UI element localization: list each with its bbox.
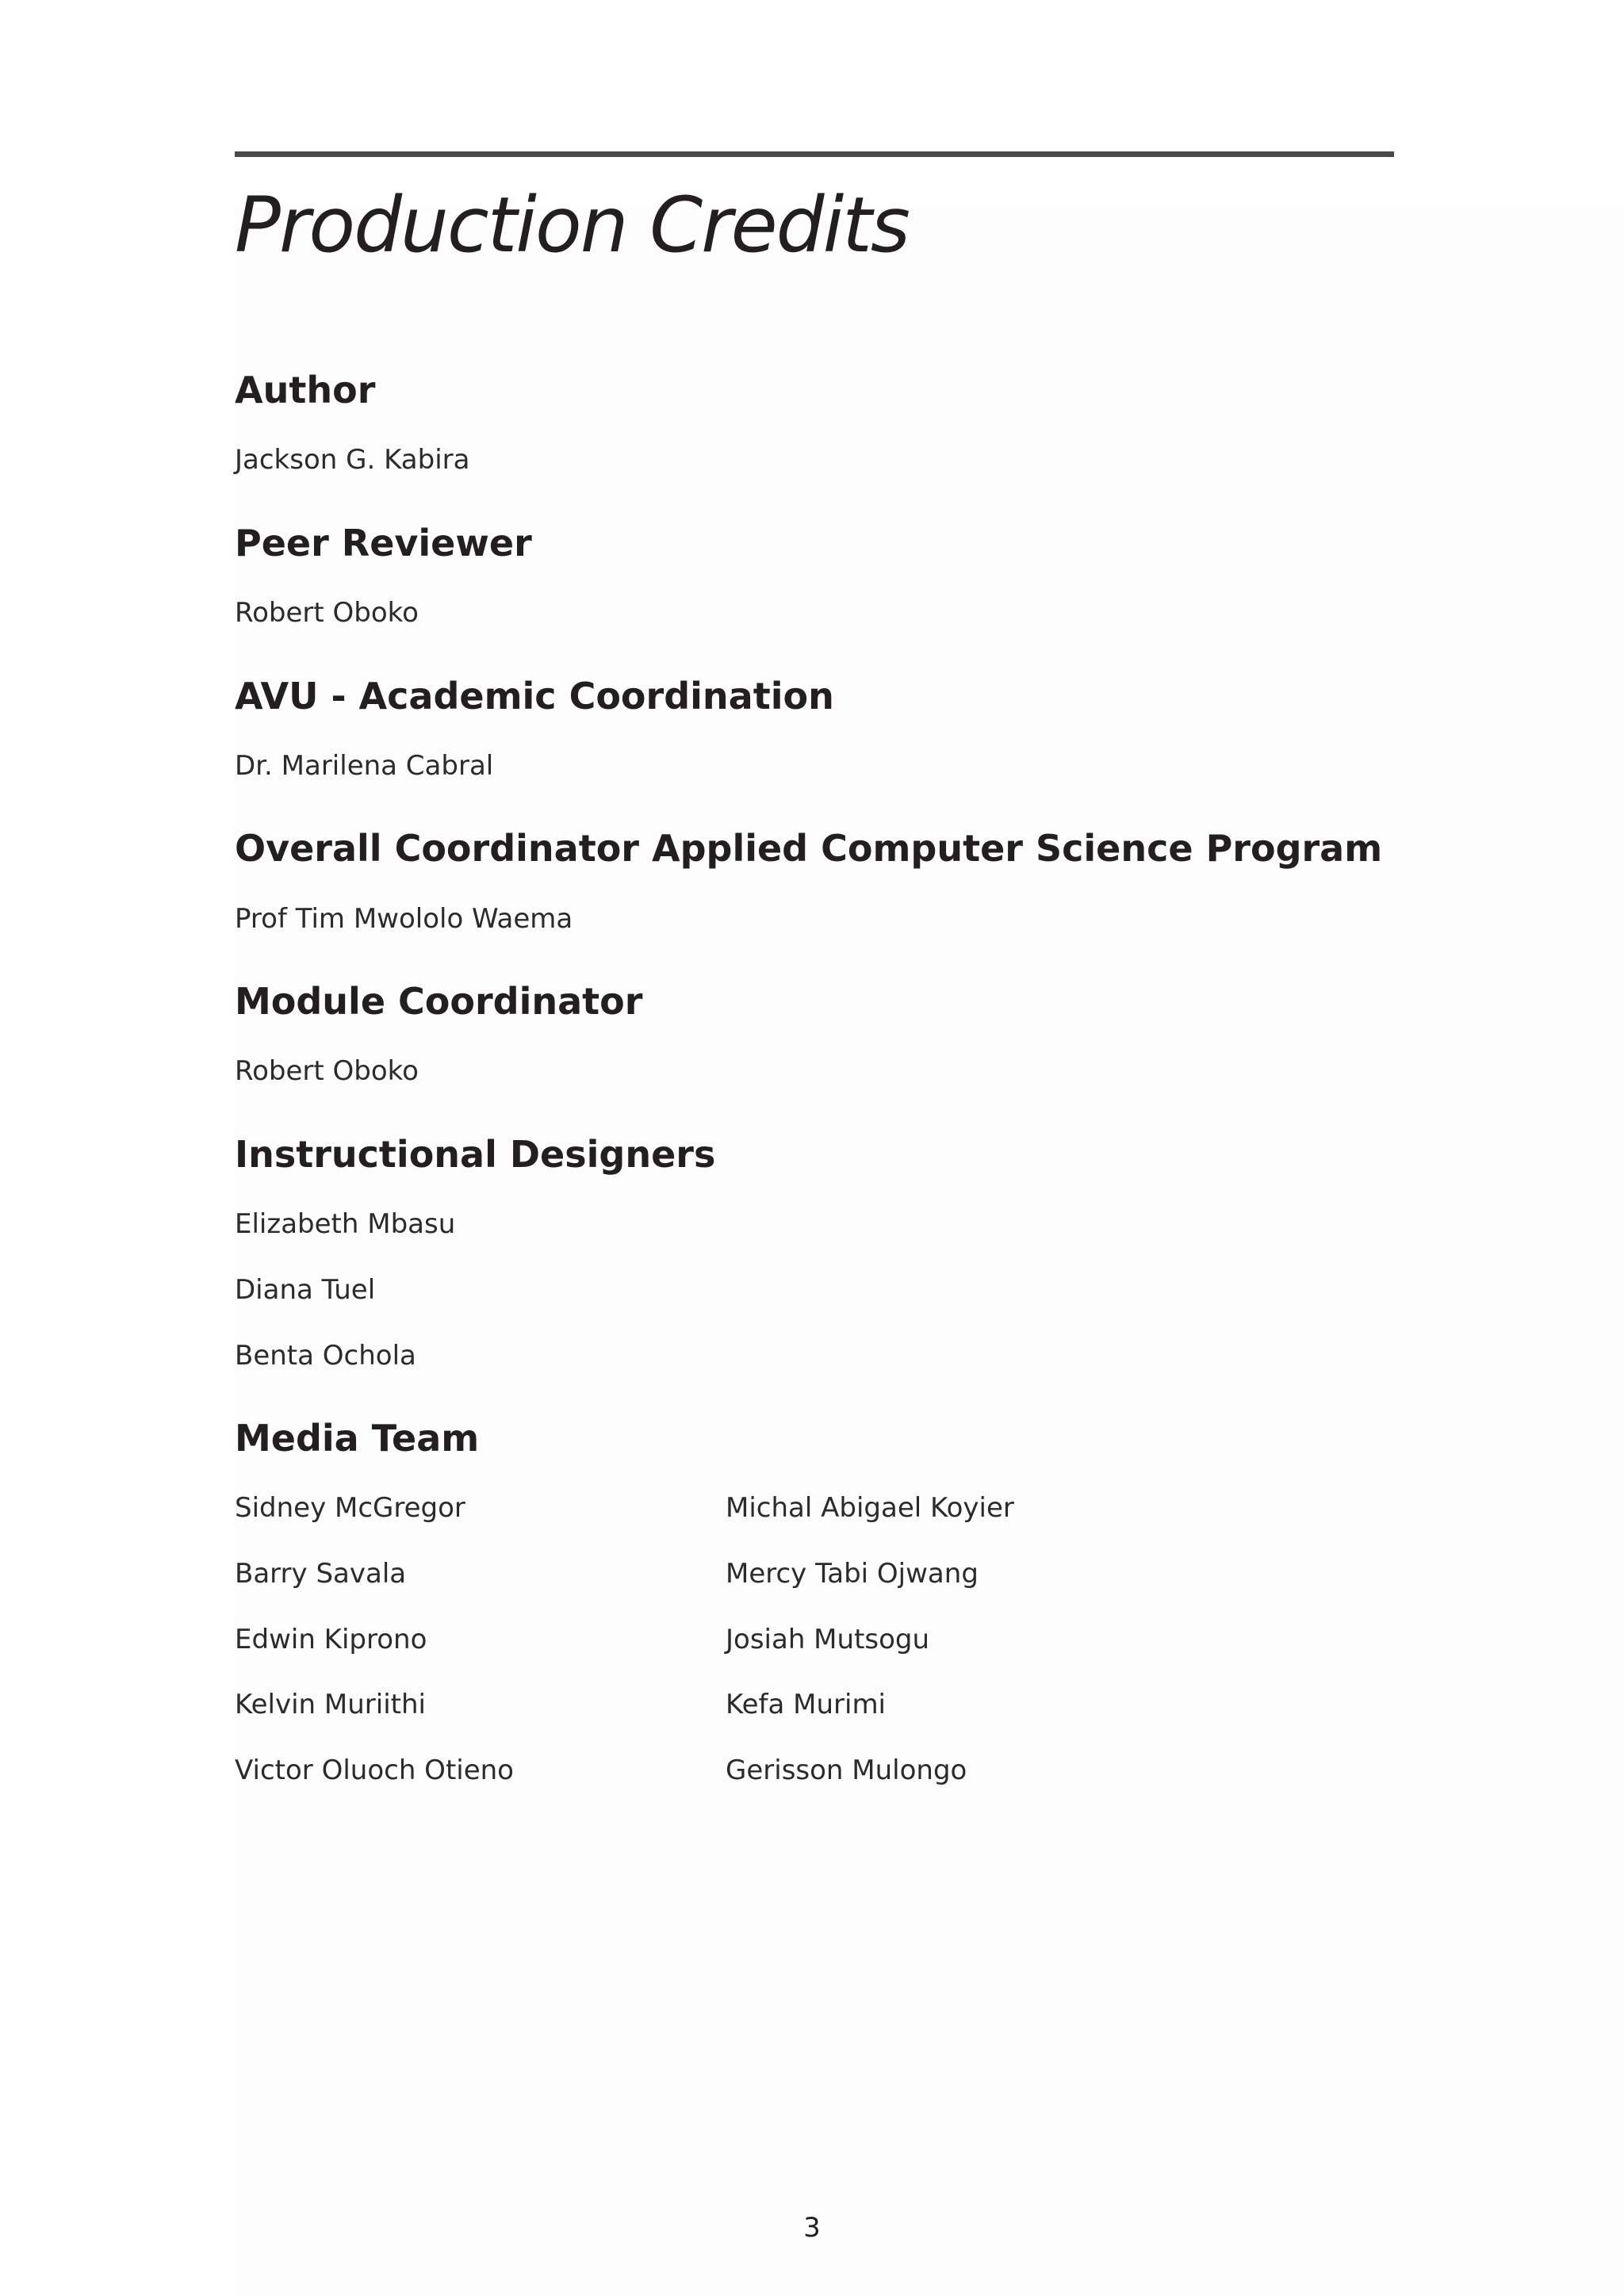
credit-name: Jackson G. Kabira [235,444,470,476]
credit-name: Robert Oboko [235,597,419,629]
media-team-member: Kelvin Muriithi [235,1689,426,1720]
section-heading-module-coordinator: Module Coordinator [235,980,643,1023]
media-team-member: Michal Abigael Koyier [726,1492,1014,1524]
media-team-member: Victor Oluoch Otieno [235,1755,514,1786]
page-number: 3 [803,2212,821,2244]
section-heading-academic-coordination: AVU - Academic Coordination [235,675,834,718]
title-rule [235,151,1394,157]
media-team-member: Josiah Mutsogu [726,1624,930,1655]
page-title: Production Credits [235,181,909,270]
credit-name: Dr. Marilena Cabral [235,750,494,782]
section-heading-instructional-designers: Instructional Designers [235,1133,716,1176]
credit-name: Elizabeth Mbasu [235,1208,456,1240]
media-team-member: Kefa Murimi [726,1689,887,1720]
media-team-member: Mercy Tabi Ojwang [726,1558,979,1590]
credit-name: Benta Ochola [235,1340,416,1372]
media-team-member: Sidney McGregor [235,1492,465,1524]
section-heading-peer-reviewer: Peer Reviewer [235,522,532,564]
media-team-member: Barry Savala [235,1558,407,1590]
section-heading-author: Author [235,369,376,411]
credit-name: Robert Oboko [235,1055,419,1087]
credit-name: Prof Tim Mwololo Waema [235,903,573,935]
media-team-member: Edwin Kiprono [235,1624,427,1655]
section-heading-media-team: Media Team [235,1417,480,1460]
credit-name: Diana Tuel [235,1274,376,1306]
media-team-member: Gerisson Mulongo [726,1755,967,1786]
section-heading-overall-coordinator: Overall Coordinator Applied Computer Science Program [235,827,1383,870]
